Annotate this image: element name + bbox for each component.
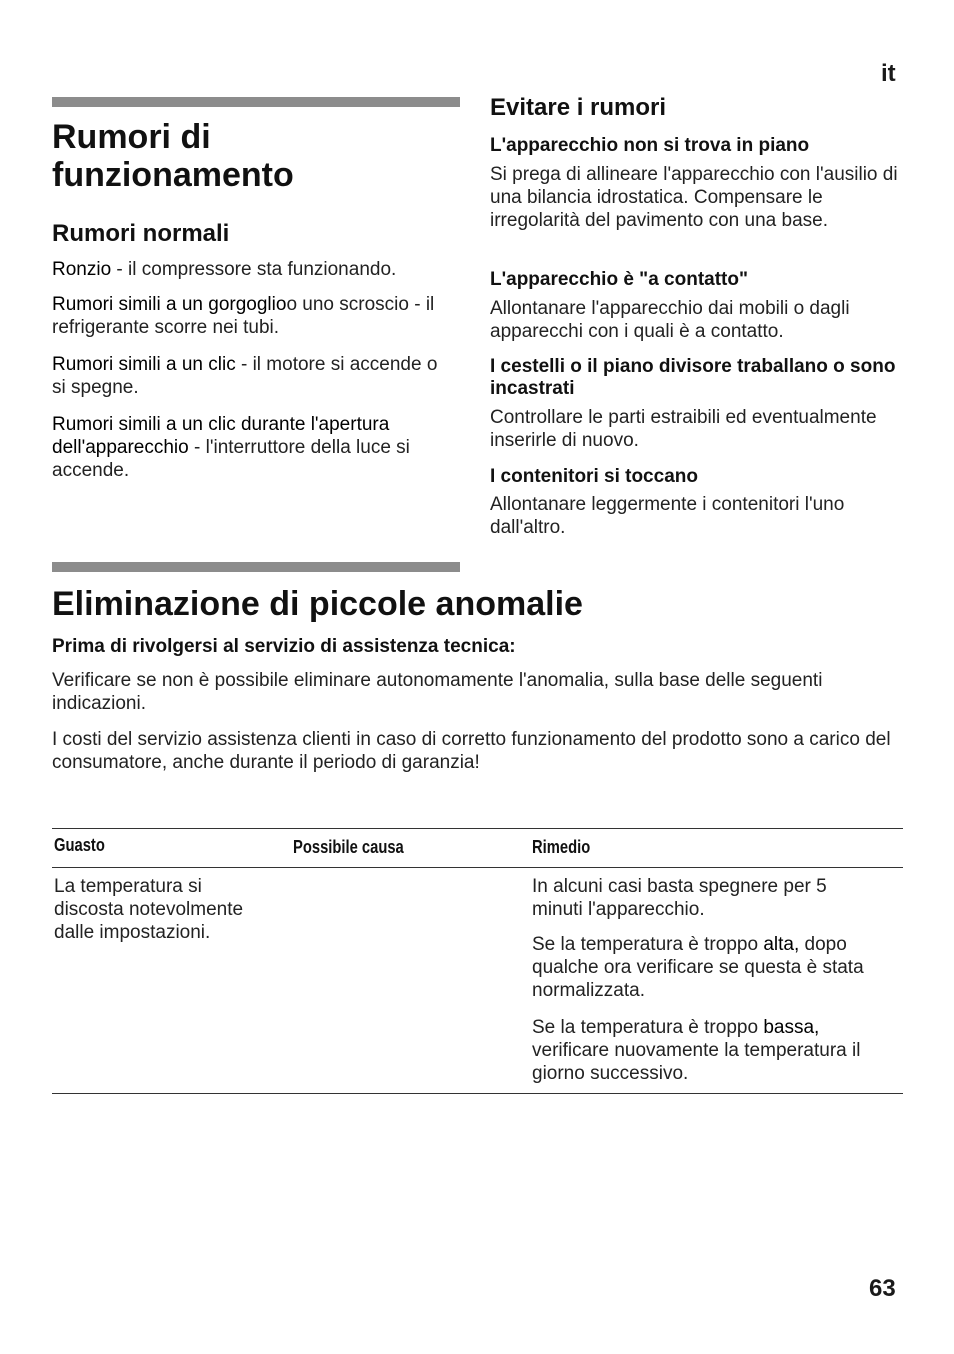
table-header-rule [52,867,903,868]
subsection-title-evitare: Evitare i rumori [490,94,667,121]
section-divider [52,562,460,572]
table-cell-remedy-1: In alcuni casi basta spegnere per 5 minuti l'apparecchio. [532,876,827,920]
table-cell-remedy-2 [532,933,877,1002]
noise-item-lead: Rumori simili a un clic durante l'apertura dell'apparecchio [52,414,390,458]
intro-paragraph: Verificare se non è possibile eliminare autonomamente l'anomalia, sulla base delle seguenti indicazioni. [52,670,823,714]
remedy-heading: L'apparecchio non si trova in piano [490,135,810,156]
table-header-guasto: Guasto [54,835,105,855]
cost-paragraph: I costi del servizio assistenza clienti in caso di corretto funzionamento del prodotto sono a carico del consumatore, anche durante il periodo di garanzia! [52,729,891,773]
remedy-3-key: bassa, [763,1017,820,1038]
remedy-2-post: dopo qualche ora verificare se questa è stata normalizzata. [532,934,864,1001]
noise-item [52,413,457,482]
subsection-title-rumori-normali: Rumori normali [52,220,230,247]
remedy-text: Controllare le parti estraibili ed eventualmente inserirle di nuovo. [490,407,877,451]
language-marker: it [881,60,896,87]
remedy-heading: L'apparecchio è "a contatto" [490,269,748,290]
noise-item-text: - l'interruttore della luce si accende. [52,437,410,481]
noise-item [52,258,462,281]
table-cell-remedy-3 [532,1016,882,1085]
noise-item-lead: Ronzio [52,259,112,280]
remedy-3-pre: Se la temperatura è troppo [532,1017,764,1038]
page-number: 63 [869,1275,896,1302]
remedy-heading: I contenitori si toccano [490,466,698,487]
remedy-text: Allontanare l'apparecchio dai mobili o dagli apparecchi con i quali è a contatto. [490,298,850,342]
table-top-rule [52,828,903,829]
noise-item-text: o uno scroscio - il refrigerante scorre nei tubi. [52,294,435,338]
remedy-2-key: alta, [763,934,800,955]
table-cell-fault: La temperatura si discosta notevolmente dalle impostazioni. [54,876,244,943]
section-title-rumori: Rumori di funzionamento [52,118,294,194]
noise-item-text: - il compressore sta funzionando. [111,259,397,280]
noise-item [52,353,452,399]
intro-heading: Prima di rivolgersi al servizio di assistenza tecnica: [52,636,516,657]
noise-item-lead: Rumori simili a un gorgoglio [52,294,287,315]
noise-item-text: - il motore si accende o si spegne. [52,354,438,398]
remedy-2-pre: Se la temperatura è troppo [532,934,764,955]
remedy-3-post: verificare nuovamente la temperatura il giorno successivo. [532,1040,861,1084]
remedy-text: Si prega di allineare l'apparecchio con l'ausilio di una bilancia idrostatica. Compensare le irregolarità del pavimento con una base. [490,164,898,231]
section-title-anomalie: Eliminazione di piccole anomalie [52,585,583,623]
table-header-rimedio: Rimedio [532,837,591,857]
table-header-causa: Possibile causa [293,837,404,857]
noise-item [52,293,452,339]
table-bottom-rule [52,1093,903,1094]
section-divider [52,97,460,107]
noise-item-lead: Rumori simili a un clic [52,354,236,375]
remedy-text: Allontanare leggermente i contenitori l'uno dall'altro. [490,494,845,538]
remedy-heading: I cestelli o il piano divisore traballano o sono incastrati [490,356,896,399]
